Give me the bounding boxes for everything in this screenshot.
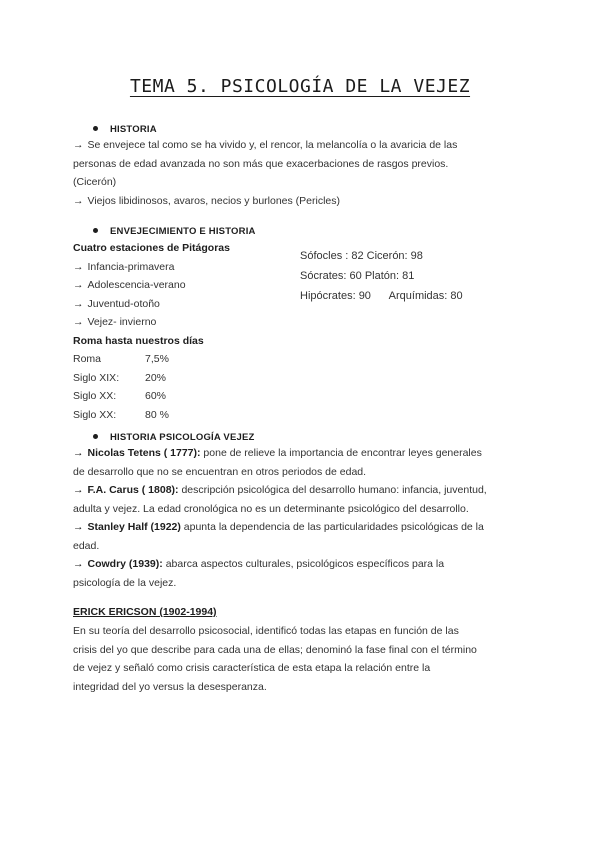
text-line: personas de edad avanzada no son más que exacerbaciones de rasgos previos. (73, 157, 449, 170)
roma-row: Siglo XX: 80 % (73, 408, 169, 421)
stats-line: Sófocles : 82 Cicerón: 98 (300, 250, 423, 262)
psicologia-list (73, 444, 533, 592)
list-item: → Stanley Half (1922) apunta la dependencia de las particularidades psicológicas de la (73, 521, 484, 533)
list-item: → Vejez- invierno (73, 316, 157, 328)
page-title: TEMA 5. PSICOLOGÍA DE LA VEJEZ (129, 76, 471, 97)
text-line: psicología de la vejez. (73, 576, 177, 589)
roma-row: Siglo XIX: 20% (73, 371, 167, 384)
bullet-icon (93, 126, 98, 131)
text-line: → Viejos libidinosos, avaros, necios y burlones (Pericles) (73, 194, 341, 207)
arrow-icon: → (73, 447, 84, 459)
arrow-icon: → (73, 139, 84, 151)
roma-row: Siglo XX: 60% (73, 390, 167, 402)
erick-heading: ERICK ERICSON (1902-1994) (73, 606, 217, 618)
text-line: → Se envejece tal como se ha vivido y, el rencor, la melancolía o la avaricia de las (73, 139, 458, 151)
text-line: (Cicerón) (73, 176, 117, 188)
stats-line: Sócrates: 60 Platón: 81 (300, 270, 415, 282)
list-item: → Cowdry (1939): abarca aspectos culturales, psicológicos específicos para la (73, 558, 445, 570)
arrow-icon: → (73, 484, 84, 496)
ages-stats (300, 246, 463, 306)
text-line: de desarrollo que no se encuentran en otros periodos de edad. (73, 465, 367, 478)
list-item: → Infancia-primavera (73, 260, 175, 273)
erick-paragraph (73, 622, 533, 696)
list-item: → Nicolas Tetens ( 1777): pone de relieve la importancia de encontrar leyes generales (73, 447, 482, 459)
section-heading-historia: HISTORIA (93, 124, 157, 135)
text-line: integridad del yo versus la desesperanza. (73, 680, 267, 693)
pitagoras-heading: Cuatro estaciones de Pitágoras (73, 242, 230, 254)
arrow-icon: → (73, 194, 84, 207)
text-line: de vejez y señaló como crisis característica de esta etapa la relación entre la (73, 662, 431, 674)
arrow-icon: → (73, 316, 84, 328)
list-item: → F.A. Carus ( 1808): descripción psicológica del desarrollo humano: infancia, juventud, (73, 484, 487, 496)
arrow-icon: → (73, 279, 84, 291)
historia-paragraph (73, 136, 523, 210)
arrow-icon: → (73, 297, 84, 310)
pitagoras-list (73, 239, 293, 424)
arrow-icon: → (73, 558, 84, 570)
bullet-icon (93, 434, 98, 439)
roma-heading: Roma hasta nuestros días (73, 334, 204, 347)
arrow-icon: → (73, 521, 84, 533)
stats-line: Hipócrates: 90 Arquímidas: 80 (300, 290, 463, 302)
roma-row: Roma 7,5% (73, 353, 169, 365)
section-heading-envejecimiento: ENVEJECIMIENTO E HISTORIA (93, 226, 256, 237)
list-item: → Juventud-otoño (73, 297, 160, 310)
section-heading-psicologia: HISTORIA PSICOLOGÍA VEJEZ (93, 432, 255, 443)
arrow-icon: → (73, 260, 84, 273)
text-line: En su teoría del desarrollo psicosocial, identificó todas las etapas en función de las (73, 625, 459, 637)
text-line: adulta y vejez. La edad cronológica no es un determinante psicológico del desarrollo. (73, 502, 469, 515)
text-line: crisis del yo que describe para cada una de ellas; denominó la fase final con el término (73, 643, 477, 656)
list-item: → Adolescencia-verano (73, 279, 186, 291)
text-line: edad. (73, 539, 100, 552)
bullet-icon (93, 228, 98, 233)
